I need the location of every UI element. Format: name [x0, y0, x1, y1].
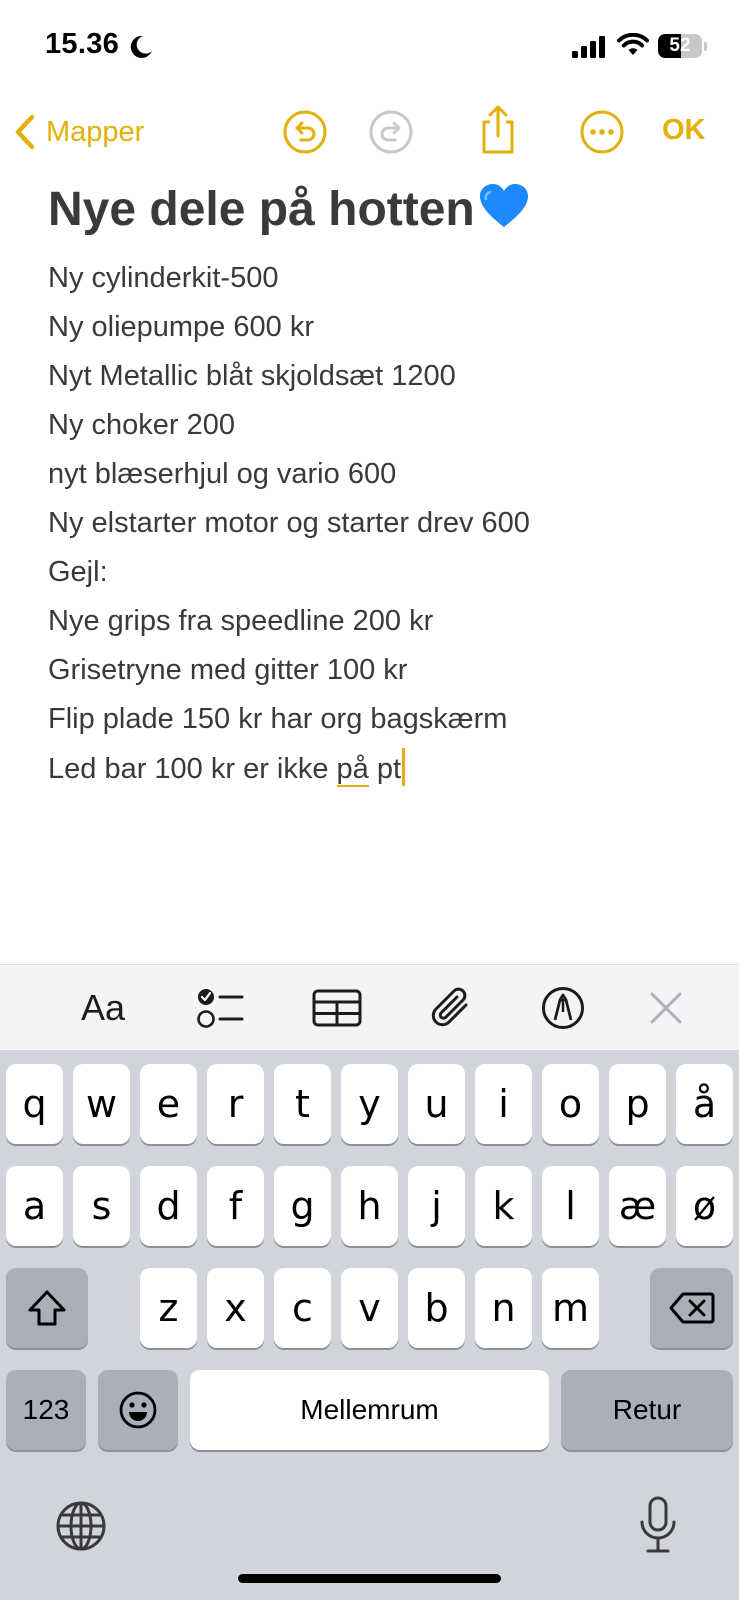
more-options-icon[interactable]	[579, 109, 625, 155]
key-p[interactable]: p	[609, 1064, 666, 1144]
key-b[interactable]: b	[408, 1268, 465, 1348]
battery-indicator	[658, 34, 702, 58]
text-caret	[402, 748, 405, 786]
return-key[interactable]: Retur	[561, 1370, 733, 1450]
key-q[interactable]: q	[6, 1064, 63, 1144]
note-line: Flip plade 150 kr har org bagskærm	[48, 703, 508, 735]
home-indicator[interactable]	[238, 1574, 501, 1583]
table-button[interactable]	[312, 985, 362, 1031]
globe-icon[interactable]	[55, 1500, 107, 1552]
key-x[interactable]: x	[207, 1268, 264, 1348]
key-ae[interactable]: æ	[609, 1166, 666, 1246]
note-line: nyt blæserhjul og vario 600	[48, 458, 397, 490]
last-line-suffix: pt	[368, 753, 402, 785]
backspace-key[interactable]	[650, 1268, 733, 1348]
key-d[interactable]: d	[140, 1166, 197, 1246]
undo-icon[interactable]	[282, 109, 328, 155]
nav-bar	[0, 100, 739, 164]
attachment-button[interactable]	[428, 985, 474, 1031]
note-line: Nye grips fra speedline 200 kr	[48, 605, 434, 637]
battery-nub	[704, 42, 707, 51]
key-aa[interactable]: å	[676, 1064, 733, 1144]
note-title-text: Nye dele på hotten	[48, 183, 475, 236]
microphone-icon[interactable]	[638, 1496, 678, 1554]
key-l[interactable]: l	[542, 1166, 599, 1246]
status-time: 15.36	[45, 28, 120, 60]
text-format-button[interactable]	[76, 985, 130, 1031]
key-i[interactable]: i	[475, 1064, 532, 1144]
checklist-icon	[196, 986, 246, 1030]
back-label: Mapper	[46, 115, 145, 148]
key-h[interactable]: h	[341, 1166, 398, 1246]
key-z[interactable]: z	[140, 1268, 197, 1348]
key-c[interactable]: c	[274, 1268, 331, 1348]
emoji-icon	[118, 1390, 158, 1430]
blue-heart-icon	[479, 183, 529, 229]
key-oe[interactable]: ø	[676, 1166, 733, 1246]
status-bar	[0, 0, 739, 92]
marked-word: på	[336, 753, 369, 785]
key-a[interactable]: a	[6, 1166, 63, 1246]
table-icon	[312, 989, 362, 1027]
numbers-key[interactable]: 123	[6, 1370, 86, 1450]
key-f[interactable]: f	[207, 1166, 264, 1246]
key-t[interactable]: t	[274, 1064, 331, 1144]
pen-markup-icon	[541, 986, 585, 1030]
paperclip-icon	[430, 985, 472, 1031]
share-icon[interactable]	[475, 104, 521, 156]
wifi-icon	[617, 33, 649, 57]
key-e[interactable]: e	[140, 1064, 197, 1144]
note-line-current	[48, 748, 708, 797]
chevron-left-icon	[14, 114, 36, 150]
markup-button[interactable]	[540, 985, 586, 1031]
moon-icon	[128, 34, 154, 60]
battery-level: 52	[669, 35, 691, 56]
redo-icon[interactable]	[368, 109, 414, 155]
key-s[interactable]: s	[73, 1166, 130, 1246]
close-toolbar-button[interactable]	[646, 985, 686, 1031]
note-line: Ny cylinderkit-500	[48, 262, 279, 294]
key-j[interactable]: j	[408, 1166, 465, 1246]
space-key[interactable]: Mellemrum	[190, 1370, 549, 1450]
note-body[interactable]	[48, 258, 708, 797]
cellular-signal-icon	[572, 36, 606, 58]
key-y[interactable]: y	[341, 1064, 398, 1144]
note-line: Ny oliepumpe 600 kr	[48, 311, 314, 343]
back-button[interactable]	[14, 108, 144, 156]
note-line: Ny elstarter motor og starter drev 600	[48, 507, 530, 539]
emoji-key[interactable]	[98, 1370, 178, 1450]
key-o[interactable]: o	[542, 1064, 599, 1144]
key-r[interactable]: r	[207, 1064, 264, 1144]
key-u[interactable]: u	[408, 1064, 465, 1144]
note-line: Gejl:	[48, 556, 108, 588]
key-v[interactable]: v	[341, 1268, 398, 1348]
shift-key[interactable]	[6, 1268, 88, 1348]
key-w[interactable]: w	[73, 1064, 130, 1144]
key-m[interactable]: m	[542, 1268, 599, 1348]
last-line-prefix: Led bar 100 kr er ikke	[48, 753, 337, 785]
note-line: Grisetryne med gitter 100 kr	[48, 654, 408, 686]
shift-arrow-icon	[27, 1289, 67, 1327]
key-g[interactable]: g	[274, 1166, 331, 1246]
key-n[interactable]: n	[475, 1268, 532, 1348]
backspace-icon	[669, 1292, 715, 1324]
note-line: Nyt Metallic blåt skjoldsæt 1200	[48, 360, 456, 392]
note-title[interactable]	[48, 182, 529, 237]
ok-button[interactable]: OK	[662, 114, 706, 146]
text-format-label: Aa	[80, 987, 126, 1028]
close-icon	[649, 991, 683, 1025]
checklist-button[interactable]	[196, 985, 246, 1031]
key-k[interactable]: k	[475, 1166, 532, 1246]
format-toolbar	[0, 964, 739, 1050]
note-line: Ny choker 200	[48, 409, 235, 441]
